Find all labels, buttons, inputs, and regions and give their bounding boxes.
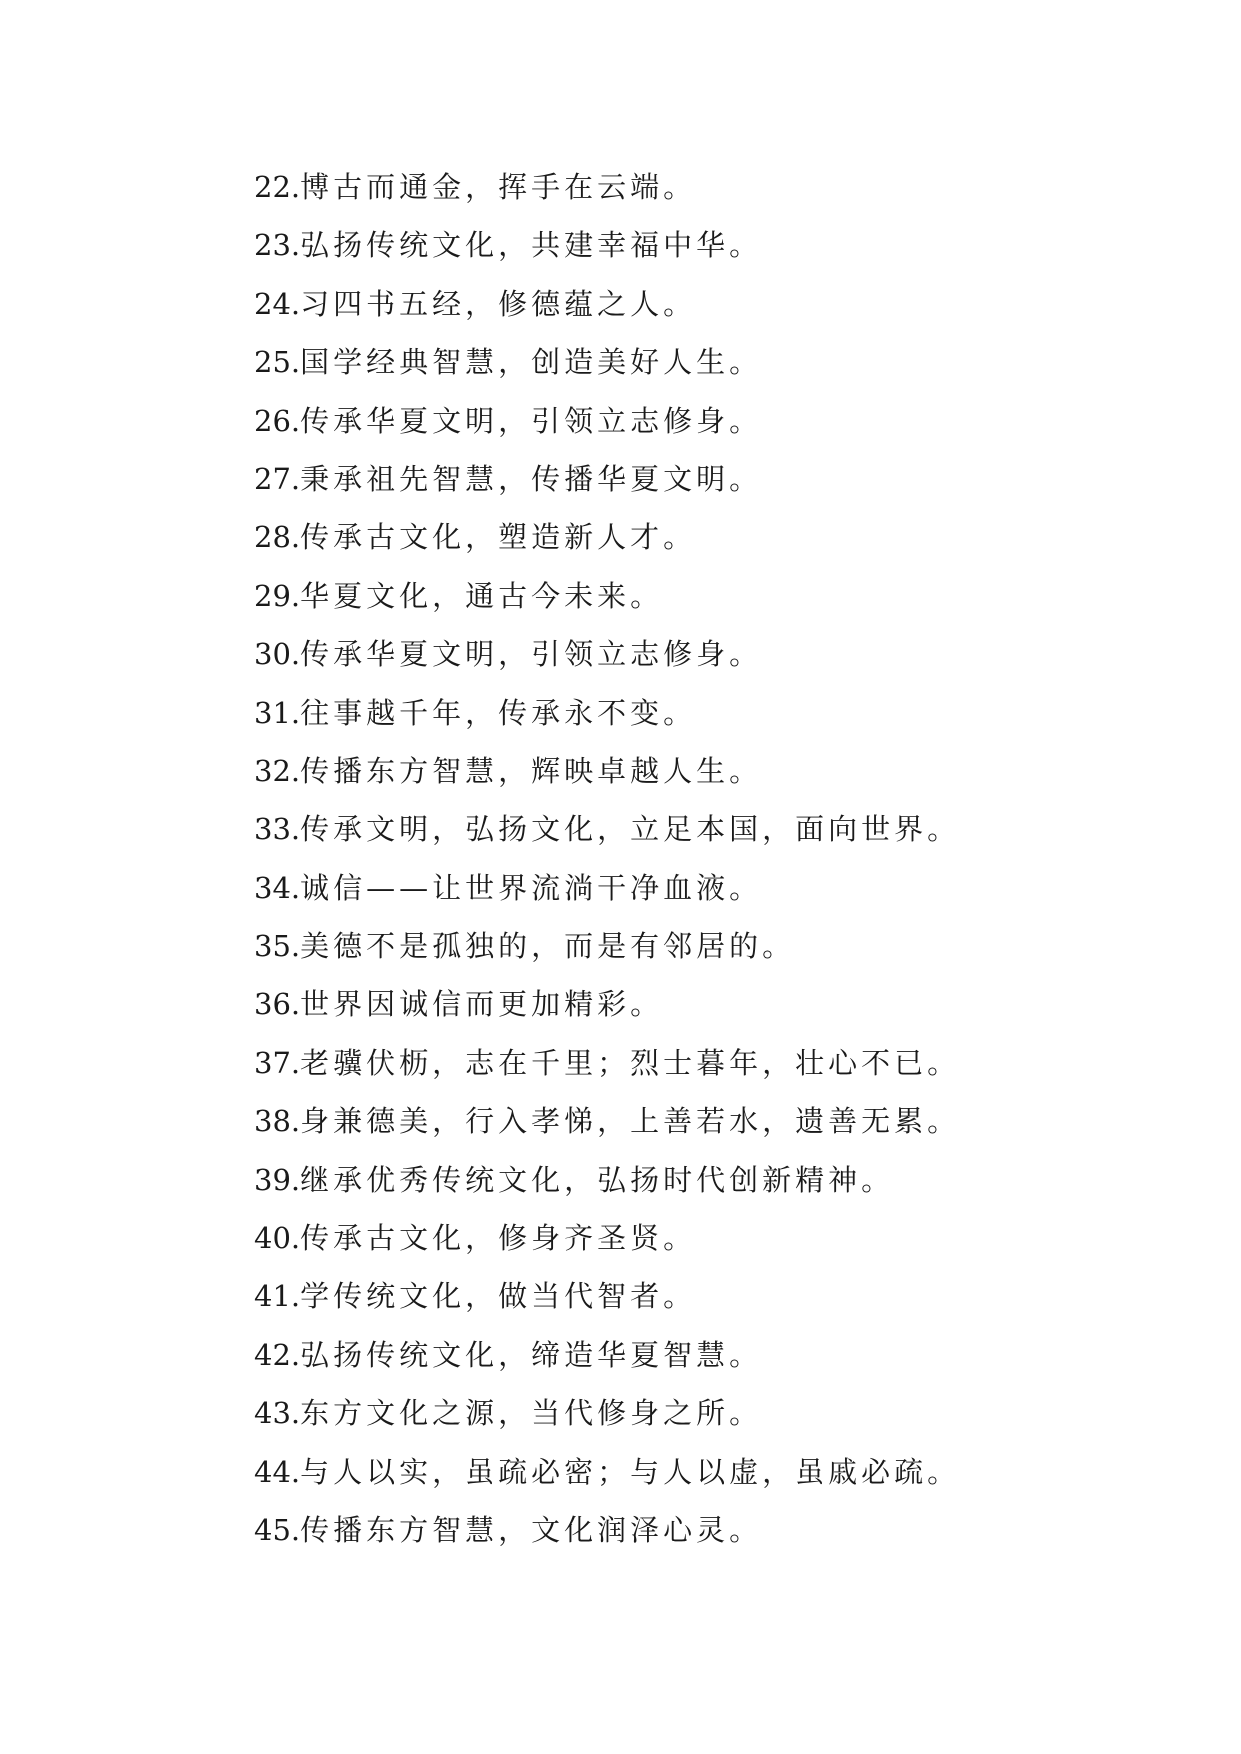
item-number: 39.: [254, 1162, 301, 1197]
list-item: [254, 625, 960, 683]
list-item: [254, 1092, 960, 1150]
item-number: 28.: [254, 520, 301, 555]
item-number: 44.: [254, 1454, 301, 1489]
item-number: 40.: [254, 1221, 301, 1256]
list-item: [254, 1209, 960, 1267]
item-text: 继承优秀传统文化，弘扬时代创新精神。: [300, 1162, 895, 1197]
item-number: 29.: [254, 578, 301, 613]
item-number: 37.: [254, 1045, 301, 1080]
item-number: 38.: [254, 1104, 301, 1139]
item-number: 34.: [254, 870, 301, 905]
item-number: 26.: [254, 403, 301, 438]
item-number: 45.: [254, 1512, 301, 1547]
list-item: [254, 684, 960, 742]
list-item: [254, 392, 960, 450]
item-number: 41.: [254, 1279, 301, 1314]
item-number: 32.: [254, 753, 301, 788]
list-item: [254, 450, 960, 508]
item-text: 习四书五经，修德蕴之人。: [300, 286, 697, 321]
item-number: 25.: [254, 345, 301, 380]
item-text: 传承华夏文明，引领立志修身。: [300, 403, 763, 438]
item-text: 世界因诚信而更加精彩。: [300, 987, 664, 1022]
item-text: 美德不是孤独的，而是有邻居的。: [300, 929, 796, 964]
item-text: 华夏文化，通古今未来。: [300, 578, 664, 613]
list-item: [254, 1267, 960, 1325]
item-text: 传承古文化，塑造新人才。: [300, 520, 697, 555]
item-text: 博古而通金，挥手在云端。: [300, 170, 697, 204]
list-item: [254, 917, 960, 975]
item-text: 东方文化之源，当代修身之所。: [300, 1396, 763, 1431]
item-text: 传承华夏文明，引领立志修身。: [300, 637, 763, 672]
list-item: [254, 1384, 960, 1442]
list-item: [254, 975, 960, 1033]
item-text: 传承古文化，修身齐圣贤。: [300, 1221, 697, 1256]
item-number: 23.: [254, 228, 301, 263]
item-number: 27.: [254, 461, 301, 496]
item-text: 弘扬传统文化，缔造华夏智慧。: [300, 1337, 763, 1372]
item-text: 传播东方智慧，文化润泽心灵。: [300, 1512, 763, 1547]
item-text: 传承文明，弘扬文化，立足本国，面向世界。: [300, 812, 961, 847]
list-item: [254, 275, 960, 333]
item-text: 身兼德美，行入孝悌，上善若水，遗善无累。: [300, 1104, 961, 1139]
item-number: 35.: [254, 929, 301, 964]
item-number: 31.: [254, 695, 301, 730]
list-item: [254, 567, 960, 625]
item-number: 22.: [254, 170, 301, 204]
list-item: [254, 1443, 960, 1501]
item-text: 秉承祖先智慧，传播华夏文明。: [300, 461, 763, 496]
item-number: 33.: [254, 812, 301, 847]
list-item: [254, 1326, 960, 1384]
item-number: 24.: [254, 286, 301, 321]
list-item: [254, 859, 960, 917]
slogan-list: [254, 158, 960, 1559]
item-text: 弘扬传统文化，共建幸福中华。: [300, 228, 763, 263]
item-text: 传播东方智慧，辉映卓越人生。: [300, 753, 763, 788]
item-text: 国学经典智慧，创造美好人生。: [300, 345, 763, 380]
list-item: [254, 1151, 960, 1209]
list-item: [254, 1501, 960, 1559]
item-number: 36.: [254, 987, 301, 1022]
item-number: 43.: [254, 1396, 301, 1431]
item-number: 30.: [254, 637, 301, 672]
item-text: 老骥伏枥，志在千里；烈士暮年，壮心不已。: [300, 1045, 961, 1080]
list-item: [254, 742, 960, 800]
item-text: 与人以实，虽疏必密；与人以虚，虽戚必疏。: [300, 1454, 961, 1489]
item-text: 诚信——让世界流淌干净血液。: [300, 870, 763, 905]
list-item: [254, 158, 960, 216]
item-number: 42.: [254, 1337, 301, 1372]
list-item: [254, 1034, 960, 1092]
list-item: [254, 216, 960, 274]
list-item: [254, 508, 960, 566]
list-item: [254, 800, 960, 858]
item-text: 学传统文化，做当代智者。: [300, 1279, 697, 1314]
item-text: 往事越千年，传承永不变。: [300, 695, 697, 730]
list-item: [254, 333, 960, 391]
